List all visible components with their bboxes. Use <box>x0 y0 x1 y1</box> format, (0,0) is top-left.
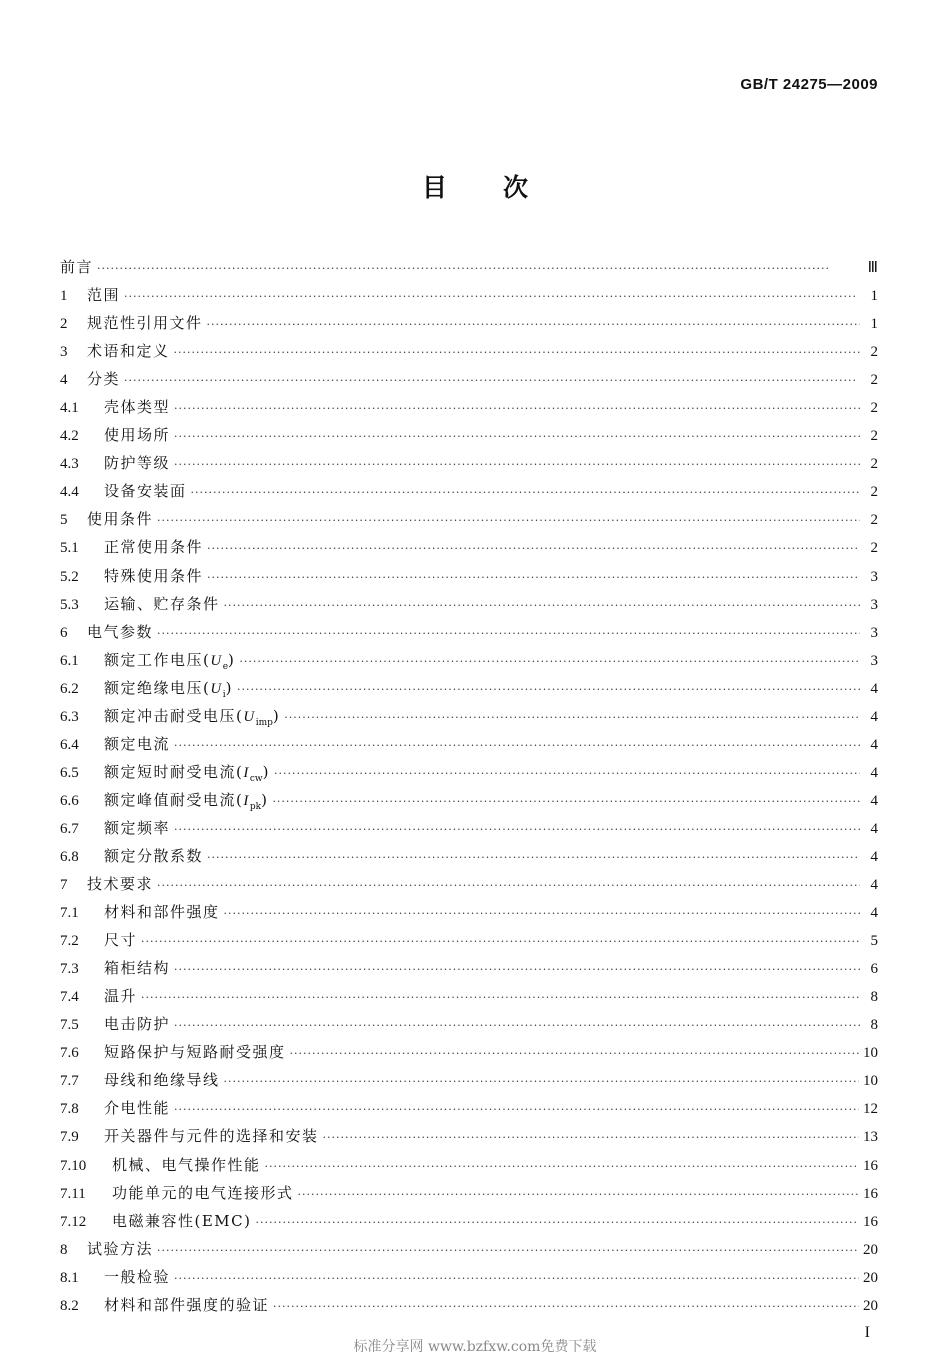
toc-page: 20 <box>863 1269 878 1286</box>
toc-number: 5.3 <box>60 596 79 613</box>
toc-page: 2 <box>870 428 878 445</box>
toc-page: 10 <box>863 1045 878 1062</box>
toc-title: 机械、电气操作性能 <box>112 1155 261 1174</box>
dot-leader <box>237 683 860 696</box>
toc-title: 运输、贮存条件 <box>104 594 220 613</box>
toc-title: 箱柜结构 <box>104 959 171 978</box>
toc-number: 4.2 <box>60 428 79 445</box>
toc-entry[interactable] <box>60 256 878 284</box>
toc-title: 额定电流 <box>104 734 171 753</box>
toc-page: 3 <box>870 652 878 669</box>
toc-page: 16 <box>863 1185 878 1202</box>
dot-leader <box>191 486 860 499</box>
toc-number: 6.5 <box>60 764 79 781</box>
dot-leader <box>298 1188 859 1201</box>
toc-page: 3 <box>870 596 878 613</box>
toc-page: 8 <box>870 1017 878 1034</box>
toc-number: 6.7 <box>60 820 79 837</box>
toc-page: 2 <box>870 456 878 473</box>
toc-title: 试验方法 <box>87 1239 154 1258</box>
toc-title: 规范性引用文件 <box>87 314 203 333</box>
toc-number: 5.2 <box>60 568 79 585</box>
toc-entry[interactable] <box>60 817 878 845</box>
toc-entry[interactable] <box>60 368 878 396</box>
dot-leader <box>224 907 860 920</box>
toc-entry[interactable] <box>60 396 878 424</box>
dot-leader <box>157 1244 859 1257</box>
toc-title: 一般检验 <box>104 1267 171 1286</box>
dot-leader <box>323 1131 859 1144</box>
dot-leader <box>174 430 860 443</box>
toc-title: 分类 <box>87 370 121 389</box>
toc-entry[interactable] <box>60 593 878 621</box>
dot-leader <box>224 1075 859 1088</box>
dot-leader <box>174 739 860 752</box>
toc-page: 8 <box>870 989 878 1006</box>
toc-page: 4 <box>870 820 878 837</box>
toc-entry[interactable] <box>60 1210 878 1238</box>
dot-leader <box>174 823 860 836</box>
dot-leader <box>274 767 860 780</box>
toc-title: 前言 <box>60 258 94 276</box>
table-of-contents <box>60 256 878 1322</box>
toc-page: 4 <box>870 764 878 781</box>
toc-entry[interactable] <box>60 733 878 761</box>
toc-title: 技术要求 <box>87 875 154 894</box>
toc-title: 额定绝缘电压$(U_i)$ <box>104 678 233 700</box>
standard-number: GB/T 24275—2009 <box>740 76 878 93</box>
toc-number: 7.3 <box>60 961 79 978</box>
toc-page: 4 <box>870 792 878 809</box>
toc-entry[interactable] <box>60 621 878 649</box>
dot-leader <box>174 346 860 359</box>
dot-leader <box>207 318 860 331</box>
dot-leader <box>265 1160 859 1173</box>
toc-title: 短路保护与短路耐受强度 <box>104 1043 286 1062</box>
toc-title: 电磁兼容性(EMC) <box>112 1211 252 1230</box>
toc-page: 2 <box>870 512 878 529</box>
toc-number: 5.1 <box>60 540 79 557</box>
toc-entry[interactable] <box>60 957 878 985</box>
toc-entry[interactable] <box>60 845 878 873</box>
toc-title: 额定冲击耐受电压$(U_{imp})$ <box>104 706 281 728</box>
toc-title: 额定工作电压$(U_e)$ <box>104 650 236 672</box>
toc-number: 8.1 <box>60 1269 79 1286</box>
toc-page: 3 <box>870 624 878 641</box>
toc-entry[interactable] <box>60 649 878 677</box>
toc-number: 4.3 <box>60 456 79 473</box>
toc-title: 电气参数 <box>87 622 154 641</box>
toc-entry[interactable] <box>60 1266 878 1294</box>
toc-entry[interactable] <box>60 480 878 508</box>
toc-number: 6.3 <box>60 708 79 725</box>
toc-entry[interactable] <box>60 1013 878 1041</box>
toc-entry[interactable] <box>60 1069 878 1097</box>
toc-entry[interactable] <box>60 508 878 536</box>
toc-number: 6.1 <box>60 652 79 669</box>
toc-title: 母线和绝缘导线 <box>104 1071 220 1090</box>
toc-page: 16 <box>863 1213 878 1230</box>
toc-title: 尺寸 <box>104 931 138 950</box>
toc-number: 4.1 <box>60 400 79 417</box>
toc-page: 4 <box>870 680 878 697</box>
toc-page: 2 <box>870 540 878 557</box>
toc-title: 额定峰值耐受电流$(I_{pk})$ <box>104 790 269 812</box>
toc-page: 6 <box>870 961 878 978</box>
toc-page: 20 <box>863 1241 878 1258</box>
toc-number: 6.4 <box>60 736 79 753</box>
toc-number: 3 <box>60 344 68 361</box>
toc-entry[interactable] <box>60 901 878 929</box>
toc-page: 4 <box>870 877 878 894</box>
toc-number: 1 <box>60 288 68 305</box>
dot-leader <box>141 935 860 948</box>
toc-page: 2 <box>870 344 878 361</box>
toc-title: 特殊使用条件 <box>104 566 204 585</box>
toc-title: 额定频率 <box>104 818 171 837</box>
toc-number: 8 <box>60 1241 68 1258</box>
toc-number: 7.11 <box>60 1185 86 1202</box>
toc-entry[interactable] <box>60 424 878 452</box>
toc-page: 2 <box>870 400 878 417</box>
toc-number: 6 <box>60 624 68 641</box>
dot-leader <box>239 655 860 668</box>
dot-leader <box>207 851 860 864</box>
watermark: 标准分享网 www.bzfxw.com免费下载 <box>353 1339 597 1355</box>
dot-leader <box>97 262 860 275</box>
toc-title: 温升 <box>104 987 138 1006</box>
toc-page: 10 <box>863 1073 878 1090</box>
dot-leader <box>174 1019 860 1032</box>
toc-number: 7.10 <box>60 1157 87 1174</box>
dot-leader <box>272 795 860 808</box>
toc-title: 使用场所 <box>104 426 171 445</box>
toc-page: 1 <box>870 316 878 333</box>
toc-entry[interactable] <box>60 1041 878 1069</box>
toc-page: 4 <box>870 708 878 725</box>
toc-number: 7.1 <box>60 905 79 922</box>
toc-number: 7.12 <box>60 1213 87 1230</box>
toc-title: 使用条件 <box>87 510 154 529</box>
toc-entry[interactable] <box>60 1097 878 1125</box>
toc-title: 设备安装面 <box>104 482 187 501</box>
dot-leader <box>224 599 860 612</box>
toc-number: 5 <box>60 512 68 529</box>
toc-page: 2 <box>870 484 878 501</box>
dot-leader <box>256 1216 860 1229</box>
dot-leader <box>124 374 860 387</box>
dot-leader <box>284 711 860 724</box>
toc-title: 材料和部件强度的验证 <box>104 1295 270 1314</box>
page-title: 目次 <box>421 173 584 202</box>
dot-leader <box>174 963 860 976</box>
toc-number: 7.4 <box>60 989 79 1006</box>
toc-number: 2 <box>60 316 68 333</box>
toc-entry[interactable] <box>60 452 878 480</box>
toc-title: 额定分散系数 <box>104 846 204 865</box>
toc-entry[interactable] <box>60 565 878 593</box>
toc-entry[interactable] <box>60 340 878 368</box>
toc-number: 6.2 <box>60 680 79 697</box>
toc-title: 额定短时耐受电流$(I_{cw})$ <box>104 762 270 784</box>
dot-leader <box>273 1300 859 1313</box>
dot-leader <box>174 1103 859 1116</box>
toc-title: 术语和定义 <box>87 342 170 361</box>
toc-number: 4 <box>60 372 68 389</box>
toc-number: 8.2 <box>60 1297 79 1314</box>
toc-number: 7.6 <box>60 1045 79 1062</box>
toc-entry[interactable] <box>60 677 878 705</box>
toc-number: 7.5 <box>60 1017 79 1034</box>
toc-title: 功能单元的电气连接形式 <box>112 1183 294 1202</box>
toc-number: 7.9 <box>60 1129 79 1146</box>
toc-entry[interactable] <box>60 1294 878 1322</box>
toc-number: 7 <box>60 877 68 894</box>
toc-entry[interactable] <box>60 789 878 817</box>
page-folio: I <box>864 1324 870 1341</box>
toc-entry[interactable] <box>60 929 878 957</box>
toc-entry[interactable] <box>60 536 878 564</box>
toc-entry[interactable] <box>60 705 878 733</box>
toc-number: 7.2 <box>60 933 79 950</box>
toc-title: 材料和部件强度 <box>104 903 220 922</box>
toc-entry[interactable] <box>60 761 878 789</box>
toc-page: 1 <box>870 288 878 305</box>
toc-page: 4 <box>870 905 878 922</box>
toc-page: 12 <box>863 1101 878 1118</box>
dot-leader <box>174 458 860 471</box>
dot-leader <box>157 514 860 527</box>
toc-page: Ⅲ <box>867 260 878 276</box>
toc-number: 4.4 <box>60 484 79 501</box>
toc-title: 壳体类型 <box>104 398 171 417</box>
dot-leader <box>207 542 860 555</box>
dot-leader <box>157 627 860 640</box>
toc-number: 7.8 <box>60 1101 79 1118</box>
dot-leader <box>124 290 860 303</box>
toc-title: 正常使用条件 <box>104 538 204 557</box>
toc-entry[interactable] <box>60 1238 878 1266</box>
toc-title: 开关器件与元件的选择和安装 <box>104 1127 319 1146</box>
toc-number: 7.7 <box>60 1073 79 1090</box>
toc-page: 13 <box>863 1129 878 1146</box>
toc-entry[interactable] <box>60 1182 878 1210</box>
toc-page: 3 <box>870 568 878 585</box>
toc-entry[interactable] <box>60 873 878 901</box>
toc-page: 20 <box>863 1297 878 1314</box>
toc-entry[interactable] <box>60 1125 878 1153</box>
toc-page: 4 <box>870 848 878 865</box>
dot-leader <box>141 991 860 1004</box>
toc-page: 5 <box>870 933 878 950</box>
toc-title: 范围 <box>87 286 121 305</box>
toc-entry[interactable] <box>60 1154 878 1182</box>
dot-leader <box>174 1272 859 1285</box>
toc-number: 6.8 <box>60 848 79 865</box>
toc-entry[interactable] <box>60 985 878 1013</box>
dot-leader <box>174 402 860 415</box>
toc-entry[interactable] <box>60 312 878 340</box>
toc-page: 2 <box>870 372 878 389</box>
toc-entry[interactable] <box>60 284 878 312</box>
dot-leader <box>157 879 860 892</box>
toc-title: 防护等级 <box>104 454 171 473</box>
toc-number: 6.6 <box>60 792 79 809</box>
dot-leader <box>207 571 860 584</box>
toc-page: 16 <box>863 1157 878 1174</box>
toc-page: 4 <box>870 736 878 753</box>
toc-title: 电击防护 <box>104 1015 171 1034</box>
toc-title: 介电性能 <box>104 1099 171 1118</box>
dot-leader <box>290 1047 859 1060</box>
